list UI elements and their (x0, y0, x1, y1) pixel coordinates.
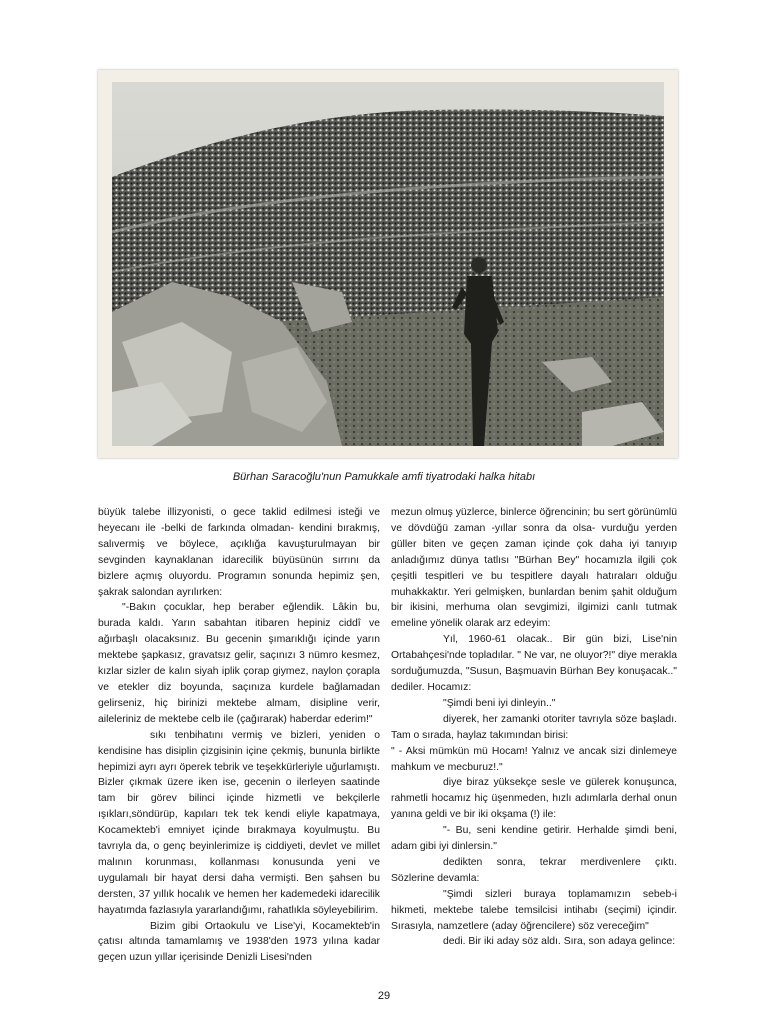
paragraph: sıkı tenbihatını vermiş ve bizleri, yeniden o kendisine has disiplin çizgisinin içine çekmiş, bununla birlikte hepimizi ayrı ayrı öperek tebrik ve teşekkürleriyle uğurlamıştı. Bizler çıkmak üzere iken ise, gecenin o ilerleyen saatinde tam bir görev bilinci içinde hizmetli ve bekçilerle ışıkları,söndürüp, kapıları tek tek kendi eliyle kapatmaya, Kocamekteb'i emniyet içinde bırakmaya koyulmuştu. Bu tavrıyla da, o genç beyinlerimize iş ciddiyeti, devlet ve millet malının korunması, kollanması konusunda yeni ve uygulamalı bir hayat dersi daha vermişti. Ben şahsen bu dersten, 37 yıllık hocalık ve hemen her kademedeki idarecilik hayatımda fazlasıyla yararlandığımı, rahatlıkla söyleyebilirim. (98, 729, 380, 916)
paragraph: "Şimdi sizleri buraya toplamamızın sebeb-i hikmeti, mektebe talebe temsilcisi intihabı (seçimi) içindir. Sırasıyla, namzetlere (aday öğrencilere) söz vereceğim" (391, 888, 677, 932)
paragraph: Yıl, 1960-61 olacak.. Bir gün bizi, Lise'nin Ortabahçesi'nde topladılar. " Ne var, ne oluyor?!" diye merakla sorduğumuzda, "Susun, Başmuavin Bürhan Bey konuşacak.." dediler. Hocamız: (391, 634, 677, 693)
photo-caption: Bürhan Saracoğlu'nun Pamukkale amfi tiyatrodaki halka hitabı (232, 471, 536, 483)
paragraph: " - Aksi mümkün mü Hocam! Yalnız ve ancak sizi dinlemeye mahkum ve mecburuz!." (391, 745, 677, 773)
photo-frame (98, 70, 678, 458)
paragraph: diye biraz yüksekçe sesle ve gülerek konuşunca, rahmetli hocamız hiç üşenmeden, hızlı adımlarla derhal onun yanına geldi ve bir iki okşama (!) ile: (391, 777, 677, 821)
paragraph: dedi. Bir iki aday söz aldı. Sıra, son adaya gelince: (443, 936, 676, 948)
paragraph: mezun olmuş yüzlerce, binlerce öğrencinin; bu sert görünümlü ve dövdüğü zaman -yıllar sonra da olsa- vurduğu yerden güller biten ve geçen zaman içinde çok daha iyi tanıyıp anladığımız dünya tatlısı "Bürhan Bey" hocamızla ilgili çok çeşitli tespitleri ve bu tespitlere dayalı hatıraları olduğu muhakkaktır. Yeri gelmişken, bunlardan benim şahit olduğum bir ikisini, merhuma olan sevgimizi, ilgimizi canlı tutmak emeline yönelik olarak arz edeyim: (391, 507, 677, 630)
left-text-column (98, 505, 380, 966)
paragraph: dedikten sonra, tekrar merdivenlere çıktı. Sözlerine devamla: (391, 856, 677, 884)
paragraph: Bizim gibi Ortaokulu ve Lise'yi, Kocamekteb'in çatısı altında tamamlamış ve 1938'den 1973 yılına kadar geçen uzun yıllar içerisinde Denizli Lisesi'nden (98, 920, 380, 964)
amphitheatre-photo (112, 82, 664, 446)
paragraph: diyerek, her zamanki otoriter tavrıyla söze başladı. Tam o sırada, haylaz takımından birisi: (391, 713, 677, 741)
page-number: 29 (377, 990, 391, 1002)
paragraph: büyük talebe illizyonisti, o gece taklid edilmesi isteği ve heyecanı ile -belki de farkında olmadan- kendini bırakmış, salıvermiş ve böylece, açıklığa kavuşturulmayan bir sevginden kaynaklanan idarecilik büyüsünün sırrını da bizlere açmış oluyordu. Programın sonunda hepimiz şen, şakrak salondan ayrılırken: (98, 507, 380, 598)
paragraph: "- Bu, seni kendine getirir. Herhalde şimdi beni, adam gibi iyi dinlersin." (391, 825, 677, 853)
paragraph: "-Bakın çocuklar, hep beraber eğlendik. Lâkin bu, burada kaldı. Yarın sabahtan itibaren hepiniz ciddî ve ağırbaşlı olacaksınız. Bu gecenin şımarıklığı içinde yarın mektebe şapkasız, gravatsız gelir, saçınızı 3 nümro kesmez, kızlar sizler de kalın siyah iplik çorap giymez, naylon çorapla ve etekler diz boyunda, saçınıza kurdele bağlamadan gelirseniz, hiç birinizi mektebe almam, disipline verir, aileleriniz de mektebe celb ile (çağırarak) haberdar ederim!" (98, 602, 380, 725)
paragraph: "Şimdi beni iyi dinleyin.." (443, 697, 556, 709)
right-text-column (391, 505, 677, 950)
